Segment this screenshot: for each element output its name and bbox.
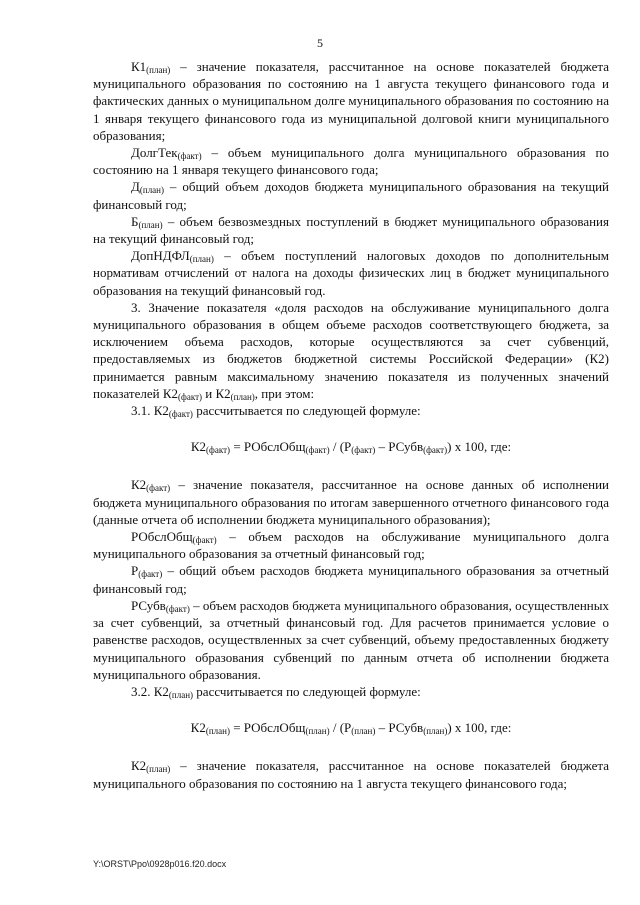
page-number: 5 — [317, 36, 323, 50]
definition-b-plan: $Б_{(план)}$ – объем безвозмездных поступлений в бюджет муниципального образования на текущий финансовый год; — [93, 213, 609, 247]
definition-d-plan: $Д_{(план)}$ – общий объем доходов бюджета муниципального образования на текущий финансовый год; — [93, 179, 609, 212]
document-body — [93, 58, 609, 792]
file-path-footer: Y:\ORST\Ppo\0928p016.f20.docx — [93, 859, 227, 869]
definition-robslobsh-fact: РОбслОбщ$_{(факт)}$ – объем расходов на обслуживание муниципального долга муниципального образования за отчетный финансовый год; — [93, 529, 609, 562]
definition-dopndfl-plan: ДопНДФЛ$_{(план)}$ – объем поступлений налоговых доходов по дополнительным нормативам отчислений от налога на доходы физических лиц в бюджет муниципального образования на текущий финансовый год. — [93, 248, 609, 298]
definition-k2-fact: $К2_{(факт)}$ – значение показателя, рассчитанное на основе данных об исполнении бюджета муниципального образования по итогам завершенного отчетного финансового года (данные отчета об исполнении бюджета муниципального образования); — [93, 477, 609, 527]
section-3-1-heading: 3.1. $К2_{(факт)}$ рассчитывается по следующей формуле: — [131, 403, 421, 420]
formula-k2-plan: $К2_{(план)}$ = РОбслОбщ$_{(план)}$ / ($Р_{(план)}$ – РСубв$_{(план)}$) х 100, где: — [190, 720, 512, 737]
definition-rsubv-fact: РСубв$_{(факт)}$ – объем расходов бюджета муниципального образования, осуществленных за счет субвенций, за отчетный финансовый год. Для расчетов принимается условие о равенстве расходов, осуществленных за счет субвенций, объему предоставленных бюджету муниципального образования субвенций по данным отчета об исполнении бюджета муниципального образования. — [93, 597, 609, 682]
definition-k1-plan: $К1_{(план)}$ – значение показателя, рассчитанное на основе показателей бюджета муниципального образования по состоянию на 1 августа текущего финансового года и фактических данных о муниципальном долге муниципального образования по состоянию на 1 января текущего финансового года из муниципальной долговой книги муниципального образования; — [93, 59, 609, 143]
formula-k2-fact: $К2_{(факт)}$ = РОбслОбщ$_{(факт)}$ / ($Р_{(факт)}$ – РСубв$_{(факт)}$) х 100, где: — [190, 439, 512, 456]
definition-k2-plan: $К2_{(план)}$ – значение показателя, рассчитанное на основе показателей бюджета муниципального образования по состоянию на 1 августа текущего финансового года; — [93, 758, 609, 791]
definition-r-fact: $Р_{(факт)}$ – общий объем расходов бюджета муниципального образования за отчетный финансовый год; — [93, 563, 609, 596]
section-3-2-heading: 3.2. $К2_{(план)}$ рассчитывается по следующей формуле: — [131, 683, 421, 700]
definition-dolgtek-fact: ДолгТек$_{(факт)}$ – объем муниципального долга муниципального образования по состоянию на 1 января текущего финансового года; — [93, 145, 609, 178]
section-3-paragraph: 3. Значение показателя «доля расходов на обслуживание муниципального долга муниципального образования в общем объеме расходов соответствующего бюджета, за исключением объема расходов, которые осуществляются за счет субвенций, предоставляемых из бюджетов бюджетной системы Российской Федерации» (К2) принимается равным максимальному значению показателя из полученных значений показателей $К2_{(факт)}$ и $К2_{(план)}$, при этом: — [93, 299, 609, 402]
